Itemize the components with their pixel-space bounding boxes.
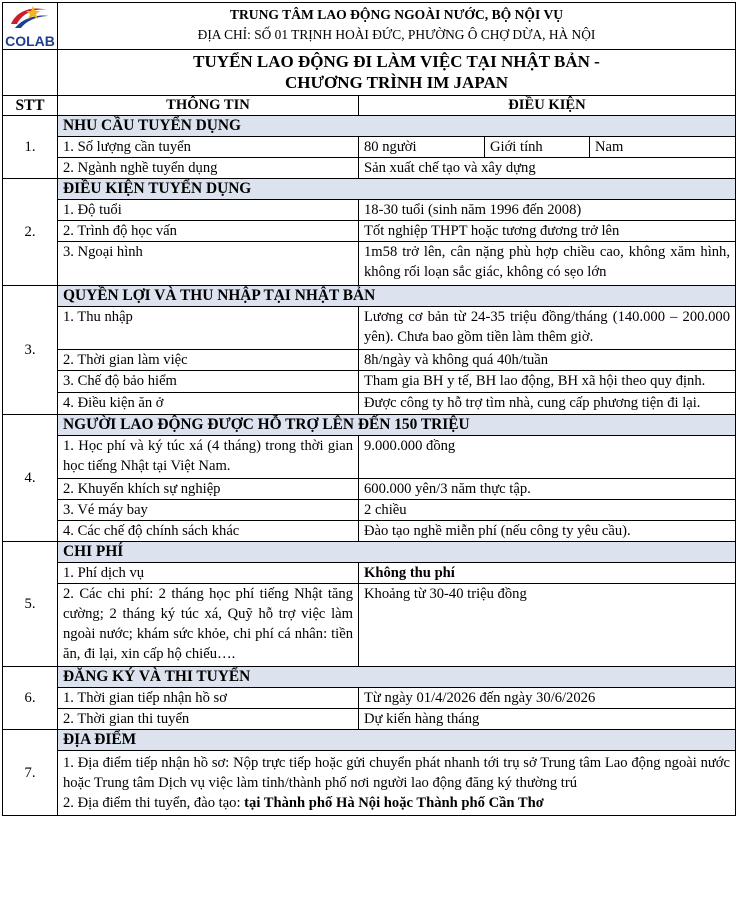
row-value: 8h/ngày và không quá 40h/tuần	[359, 350, 736, 371]
section-5-header	[3, 542, 736, 563]
section-1-header	[3, 116, 736, 137]
row-value: Khoảng từ 30-40 triệu đồng	[359, 584, 736, 667]
table-row	[3, 751, 736, 816]
row-label: 1. Học phí và ký túc xá (4 tháng) trong thời gian học tiếng Nhật tại Việt Nam.	[58, 436, 359, 479]
section-number: 1.	[3, 116, 58, 179]
section-3-header	[3, 286, 736, 307]
row-value: 18-30 tuổi (sinh năm 1996 đến 2008)	[359, 200, 736, 221]
table-row	[3, 584, 736, 667]
location-line-2-cities: tại Thành phố Hà Nội hoặc Thành phố Cần Thơ	[244, 795, 544, 811]
section-title: CHI PHÍ	[58, 542, 736, 563]
section-7-header	[3, 730, 736, 751]
row-label: 1. Độ tuổi	[58, 200, 359, 221]
section-4-header	[3, 415, 736, 436]
row-label: 1. Số lượng cần tuyển	[58, 137, 359, 158]
logo-text: COLAB	[5, 33, 55, 49]
row-value: 2 chiều	[359, 500, 736, 521]
col-info: THÔNG TIN	[58, 96, 359, 116]
section-title: NGƯỜI LAO ĐỘNG ĐƯỢC HỖ TRỢ LÊN ĐẾN 150 TRIỆU	[58, 415, 736, 436]
row-label: 4. Các chế độ chính sách khác	[58, 521, 359, 542]
col-stt: STT	[3, 96, 58, 116]
row-label: 3. Ngoại hình	[58, 242, 359, 286]
table-row	[3, 158, 736, 179]
organization-header	[58, 3, 736, 50]
row-label: 2. Các chi phí: 2 tháng học phí tiếng Nhật tăng cường; 2 tháng ký túc xá, Quỹ hỗ trợ việc làm ngoài nước; khám sức khỏe, chi phí cá nhân: tiền ăn, đi lại, xin cấp hộ chiếu….	[58, 584, 359, 667]
row-value: Dự kiến hàng tháng	[359, 709, 736, 730]
table-row	[3, 200, 736, 221]
section-number: 4.	[3, 415, 58, 542]
row-label: 2. Trình độ học vấn	[58, 221, 359, 242]
location-line-1: 1. Địa điểm tiếp nhận hồ sơ: Nộp trực tiếp hoặc gửi chuyển phát nhanh tới trụ sở Trung tâm Lao động ngoài nước hoặc Trung tâm Dịch vụ việc làm tỉnh/thành phố nơi người lao động đăng ký thường trú	[63, 755, 730, 791]
row-label: 2. Thời gian làm việc	[58, 350, 359, 371]
section-title: ĐIỀU KIỆN TUYỂN DỤNG	[58, 179, 736, 200]
table-row	[3, 563, 736, 584]
row-value: Sản xuất chế tạo và xây dựng	[359, 158, 736, 179]
title-line-2: CHƯƠNG TRÌNH IM JAPAN	[284, 73, 509, 92]
table-row	[3, 307, 736, 350]
title-empty-cell	[3, 50, 58, 96]
table-row	[3, 137, 736, 158]
table-row	[3, 242, 736, 286]
section-title: ĐỊA ĐIỂM	[58, 730, 736, 751]
section-number: 2.	[3, 179, 58, 286]
row-value: 600.000 yên/3 năm thực tập.	[359, 479, 736, 500]
colab-logo-icon	[9, 4, 51, 32]
recruitment-table	[2, 2, 736, 816]
gender-value: Nam	[590, 137, 736, 158]
table-row	[3, 221, 736, 242]
row-value: Tham gia BH y tế, BH lao động, BH xã hội theo quy định.	[359, 371, 736, 393]
section-6-header	[3, 667, 736, 688]
row-value: Lương cơ bản từ 24-35 triệu đồng/tháng (140.000 – 200.000 yên). Chưa bao gồm tiền làm thêm giờ.	[359, 307, 736, 350]
row-value: Tốt nghiệp THPT hoặc tương đương trở lên	[359, 221, 736, 242]
organization-address: ĐỊA CHỈ: SỐ 01 TRỊNH HOÀI ĐỨC, PHƯỜNG Ô CHỢ DỪA, HÀ NỘI	[197, 27, 596, 42]
row-label: 2. Khuyến khích sự nghiệp	[58, 479, 359, 500]
row-value: 9.000.000 đồng	[359, 436, 736, 479]
row-label: 1. Thu nhập	[58, 307, 359, 350]
col-condition: ĐIỀU KIỆN	[359, 96, 736, 116]
section-2-header	[3, 179, 736, 200]
location-details	[58, 751, 736, 816]
column-header-row	[3, 96, 736, 116]
title-line-1: TUYỂN LAO ĐỘNG ĐI LÀM VIỆC TẠI NHẬT BẢN -	[193, 52, 600, 71]
organization-name: TRUNG TÂM LAO ĐỘNG NGOÀI NƯỚC, BỘ NỘI VỤ	[229, 7, 564, 22]
table-row	[3, 709, 736, 730]
row-value: 1m58 trở lên, cân nặng phù hợp chiều cao, không xăm hình, không rối loạn sắc giác, không có sẹo lớn	[359, 242, 736, 286]
row-value: Được công ty hỗ trợ tìm nhà, cung cấp phương tiện đi lại.	[359, 393, 736, 415]
table-row	[3, 500, 736, 521]
table-row	[3, 688, 736, 709]
section-title: ĐĂNG KÝ VÀ THI TUYỂN	[58, 667, 736, 688]
table-row	[3, 350, 736, 371]
table-row	[3, 521, 736, 542]
title-row	[3, 50, 736, 96]
section-number: 6.	[3, 667, 58, 730]
section-number: 7.	[3, 730, 58, 816]
table-row	[3, 371, 736, 393]
row-label: 1. Thời gian tiếp nhận hồ sơ	[58, 688, 359, 709]
section-number: 3.	[3, 286, 58, 415]
row-value: Đào tạo nghề miễn phí (nếu công ty yêu cầu).	[359, 521, 736, 542]
table-row	[3, 479, 736, 500]
gender-label: Giới tính	[485, 137, 590, 158]
row-value: Từ ngày 01/4/2026 đến ngày 30/6/2026	[359, 688, 736, 709]
row-label: 4. Điều kiện ăn ở	[58, 393, 359, 415]
row-value: 80 người	[359, 137, 485, 158]
logo	[3, 3, 58, 50]
document-title	[58, 50, 736, 96]
header-row	[3, 3, 736, 50]
section-title: QUYỀN LỢI VÀ THU NHẬP TẠI NHẬT BẢN	[58, 286, 736, 307]
row-label: 2. Thời gian thi tuyển	[58, 709, 359, 730]
row-label: 1. Phí dịch vụ	[58, 563, 359, 584]
row-label: 3. Vé máy bay	[58, 500, 359, 521]
section-title: NHU CẦU TUYỂN DỤNG	[58, 116, 736, 137]
location-line-2-prefix: 2. Địa điểm thi tuyển, đào tạo:	[63, 795, 245, 811]
row-value: Không thu phí	[359, 563, 736, 584]
row-label: 3. Chế độ bảo hiểm	[58, 371, 359, 393]
table-row	[3, 393, 736, 415]
table-row	[3, 436, 736, 479]
row-label: 2. Ngành nghề tuyển dụng	[58, 158, 359, 179]
section-number: 5.	[3, 542, 58, 667]
